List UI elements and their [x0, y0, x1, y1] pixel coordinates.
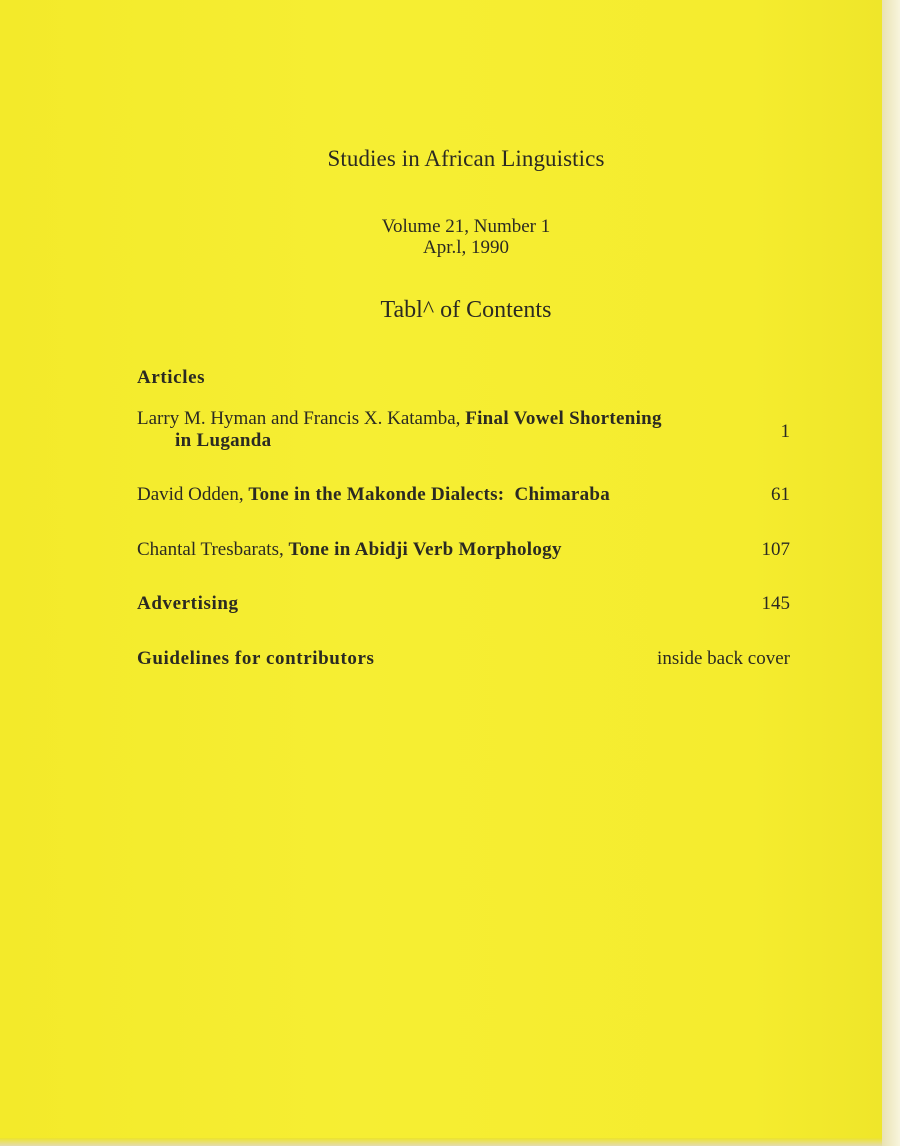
toc-entry [137, 539, 790, 561]
entry-page-number: 61 [771, 484, 790, 505]
advertising-page-number: 145 [761, 593, 790, 614]
guidelines-label: Guidelines for contributors [137, 648, 375, 669]
cover-bottom-edge [0, 1138, 882, 1146]
entry-title: Tone in Abidji Verb Morphology [288, 539, 562, 560]
toc-entry [137, 408, 790, 452]
entry-title-continued: in Luganda [175, 430, 272, 451]
toc-entry-text [137, 408, 727, 452]
issue-info [0, 216, 900, 258]
entry-title: Tone in the Makonde Dialects: Chimaraba [248, 484, 611, 505]
toc-title: Tabl^ of Contents [380, 297, 552, 323]
guidelines-page-location: inside back cover [657, 648, 790, 669]
advertising-label: Advertising [137, 593, 239, 614]
toc-entry [137, 484, 790, 506]
toc-entry-text [137, 484, 727, 506]
entry-page-number: 107 [761, 539, 790, 560]
journal-title: Studies in African Linguistics [327, 146, 605, 171]
articles-heading: Articles [137, 367, 206, 388]
entry-authors: Larry M. Hyman and Francis X. Katamba, [137, 408, 466, 429]
toc-entry-text [137, 539, 727, 561]
toc-entry-advertising [137, 593, 790, 615]
entry-title: Final Vowel Shortening [465, 408, 662, 429]
entry-authors: David Odden, [137, 484, 249, 505]
volume-number: Volume 21, Number 1 [381, 216, 551, 237]
entry-page-number: 1 [780, 421, 790, 442]
page-edge [882, 0, 900, 1146]
toc-entry-guidelines [137, 648, 790, 670]
entry-authors: Chantal Tresbarats, [137, 539, 289, 560]
issue-date: Apr.l, 1990 [422, 237, 510, 258]
